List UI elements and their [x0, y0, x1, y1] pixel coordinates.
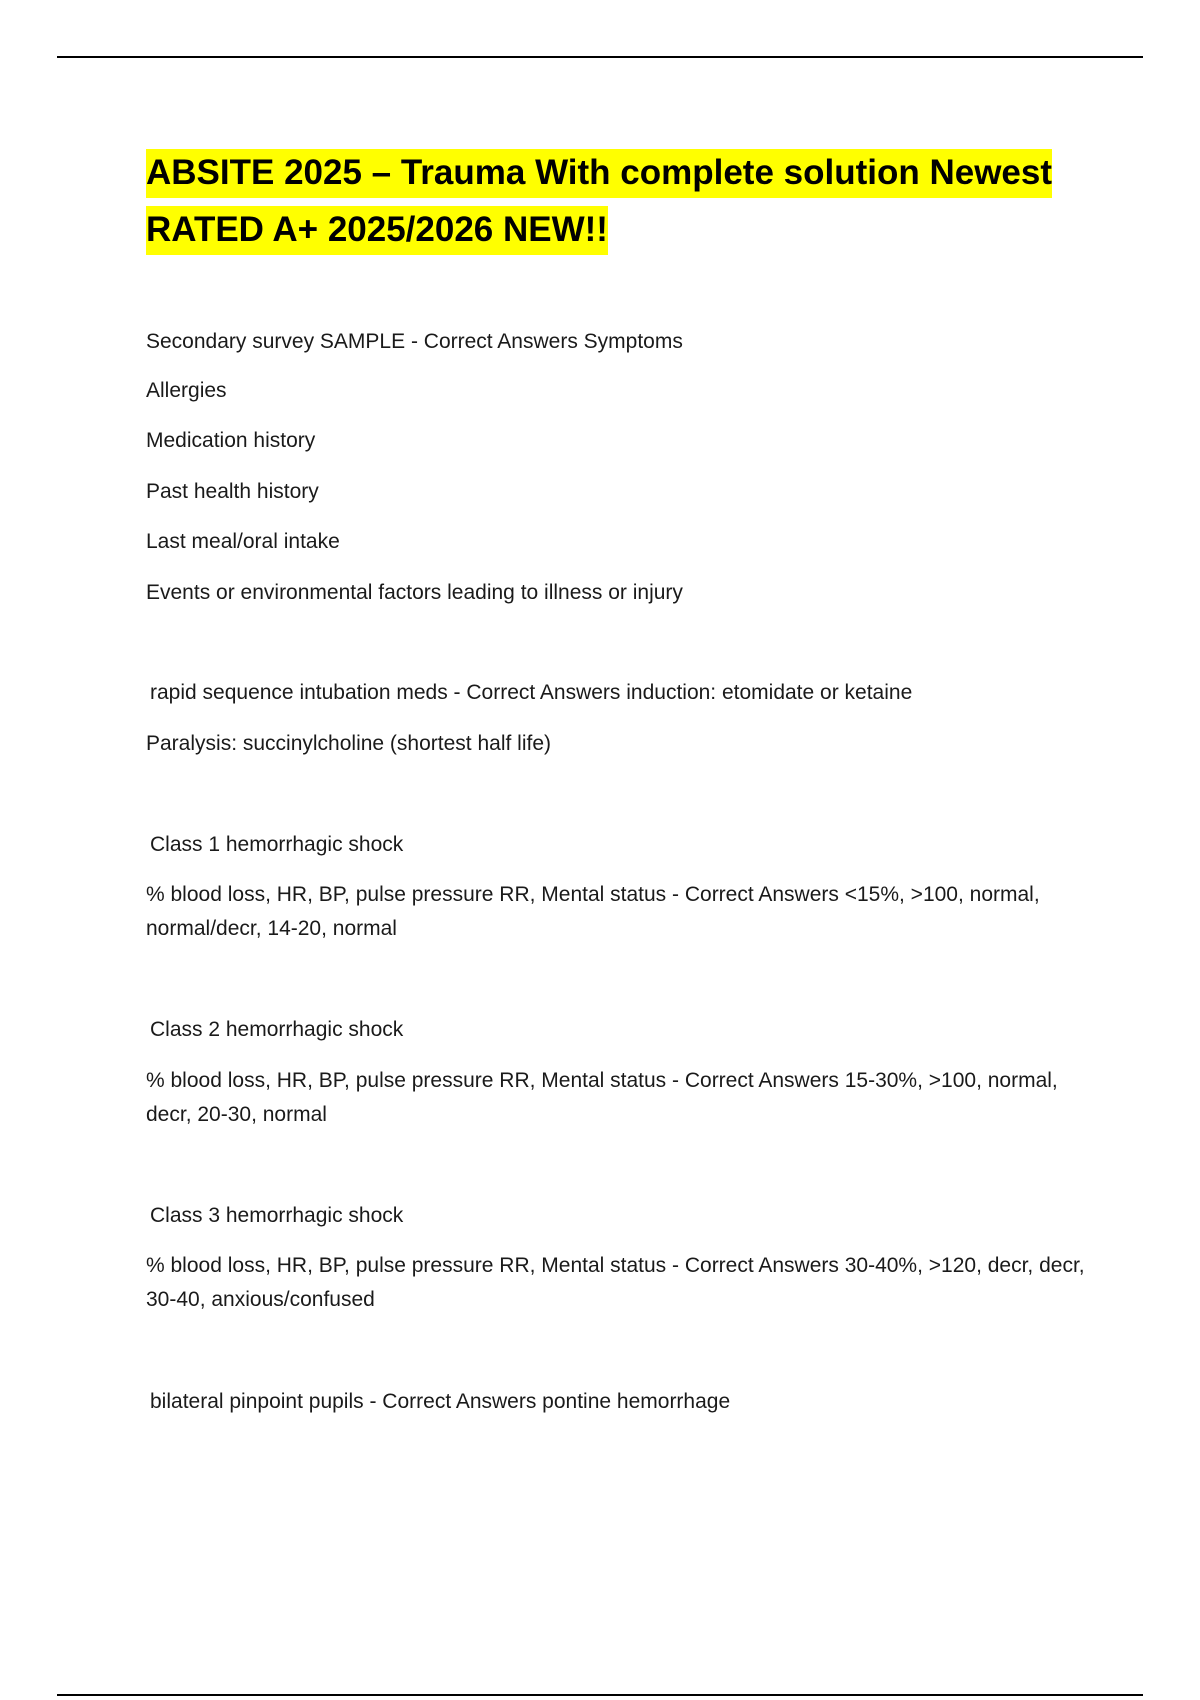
text-line: Class 2 hemorrhagic shock: [150, 1018, 404, 1041]
text-line: Allergies: [146, 379, 227, 402]
top-rule: [57, 56, 1143, 58]
text-line: Class 1 hemorrhagic shock: [150, 833, 404, 856]
text-line: Secondary survey SAMPLE - Correct Answers Symptoms: [146, 330, 683, 353]
bottom-rule: [57, 1694, 1143, 1696]
text-line: Past health history: [146, 480, 319, 503]
text-line: Paralysis: succinylcholine (shortest half life): [146, 732, 551, 755]
text-paragraph: % blood loss, HR, BP, pulse pressure RR, Mental status - Correct Answers 15-30%, >100, normal, decr, 20-30, normal: [146, 1069, 1058, 1126]
document-title: [146, 144, 1126, 258]
text-line: Last meal/oral intake: [146, 530, 340, 553]
text-paragraph: % blood loss, HR, BP, pulse pressure RR, Mental status - Correct Answers <15%, >100, normal, normal/decr, 14-20, normal: [146, 883, 1040, 940]
text-line: Events or environmental factors leading to illness or injury: [146, 581, 683, 604]
title-highlight: ABSITE 2025 – Trauma With complete solution Newest RATED A+ 2025/2026 NEW!!: [146, 149, 1052, 255]
text-line: bilateral pinpoint pupils - Correct Answers pontine hemorrhage: [150, 1390, 731, 1413]
text-paragraph: % blood loss, HR, BP, pulse pressure RR, Mental status - Correct Answers 30-40%, >120, decr, decr, 30-40, anxious/confused: [146, 1254, 1085, 1311]
text-line: Medication history: [146, 429, 316, 452]
text-line: rapid sequence intubation meds - Correct Answers induction: etomidate or ketaine: [150, 681, 913, 704]
text-line: Class 3 hemorrhagic shock: [150, 1204, 404, 1227]
